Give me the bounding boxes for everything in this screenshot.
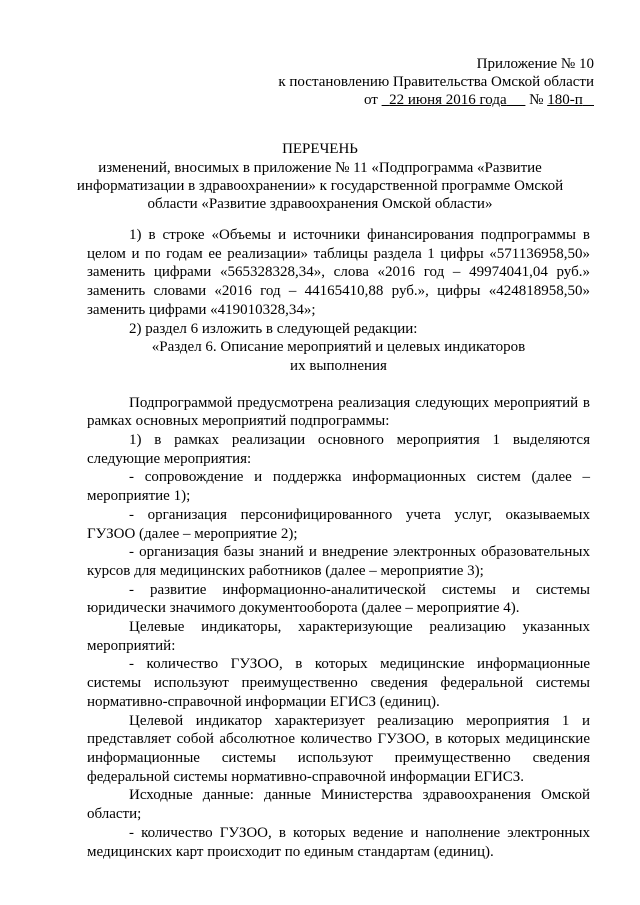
appendix-header bbox=[234, 55, 594, 109]
appendix-reference: к постановлению Правительства Омской области bbox=[278, 74, 594, 90]
appendix-number: Приложение № 10 bbox=[476, 56, 594, 72]
document-title-block bbox=[70, 140, 570, 213]
paragraph-4: 1) в рамках реализации основного мероприятия 1 выделяются следующие мероприятия: bbox=[87, 432, 590, 467]
document-subtitle: изменений, вносимых в приложение № 11 «Подпрограмма «Развитие информатизации в здравоохранении» к государственной программе Омской области «Развитие здравоохранения Омской области» bbox=[76, 160, 564, 212]
document-body bbox=[87, 226, 590, 861]
document-title: ПЕРЕЧЕНЬ bbox=[282, 141, 358, 157]
paragraph-indicators: Целевые индикаторы, характеризующие реализацию указанных мероприятий: bbox=[87, 619, 590, 654]
decree-date: 22 июня 2016 года bbox=[389, 92, 507, 108]
date-prefix: от bbox=[364, 92, 378, 108]
section-title-line-1: «Раздел 6. Описание мероприятий и целевых индикаторов bbox=[151, 339, 526, 356]
list-item-indicator-2: - количество ГУЗОО, в которых ведение и наполнение электронных медицинских карт происходит по единым стандартам (единиц). bbox=[87, 824, 590, 860]
paragraph-indicator-description: Целевой индикатор характеризует реализацию мероприятия 1 и представляет собой абсолютное количество ГУЗОО, в которых медицинские информационные системы используют преимущественно сведения федеральной системы нормативно-справочной информации ЕГИСЗ. bbox=[87, 712, 590, 785]
decree-number: 180-п bbox=[547, 92, 583, 108]
paragraph-1: 1) в строке «Объемы и источники финансирования подпрограммы в целом и по годам ее реализации» таблицы раздела 1 цифры «571136958,50» заменить цифрами «565328328,34», слова «2016 год – 49974041,04 руб.» заменить словами «2016 год – 44165410,88 руб.», цифры «424818958,50» заменить цифрами «419010328,34»; bbox=[87, 227, 590, 318]
list-item-activity-3: - организация базы знаний и внедрение электронных образовательных курсов для медицинских работников (далее – мероприятие 3); bbox=[87, 544, 590, 579]
list-item-activity-1: - сопровождение и поддержка информационных систем (далее – мероприятие 1); bbox=[87, 469, 590, 505]
list-item-activity-4: - развитие информационно-аналитической системы и системы юридически значимого документооборота (далее – мероприятие 4). bbox=[87, 581, 590, 617]
paragraph-source-data: Исходные данные: данные Министерства здравоохранения Омской области; bbox=[87, 787, 590, 823]
list-item-activity-2: - организация персонифицированного учета услуг, оказываемых ГУЗОО (далее – мероприятие 2); bbox=[87, 506, 590, 542]
number-prefix: № bbox=[529, 92, 544, 108]
appendix-date-line bbox=[234, 91, 594, 109]
list-item-indicator-1: - количество ГУЗОО, в которых медицинские информационные системы используют преимущественно сведения федеральной системы нормативно-справочной информации ЕГИСЗ (единиц). bbox=[87, 656, 590, 710]
paragraph-3: Подпрограммой предусмотрена реализация следующих мероприятий в рамках основных мероприятий подпрограммы: bbox=[87, 394, 590, 430]
spacer bbox=[87, 376, 590, 394]
section-title-line-2: их выполнения bbox=[290, 357, 387, 374]
paragraph-2: 2) раздел 6 изложить в следующей редакции: bbox=[129, 320, 418, 337]
